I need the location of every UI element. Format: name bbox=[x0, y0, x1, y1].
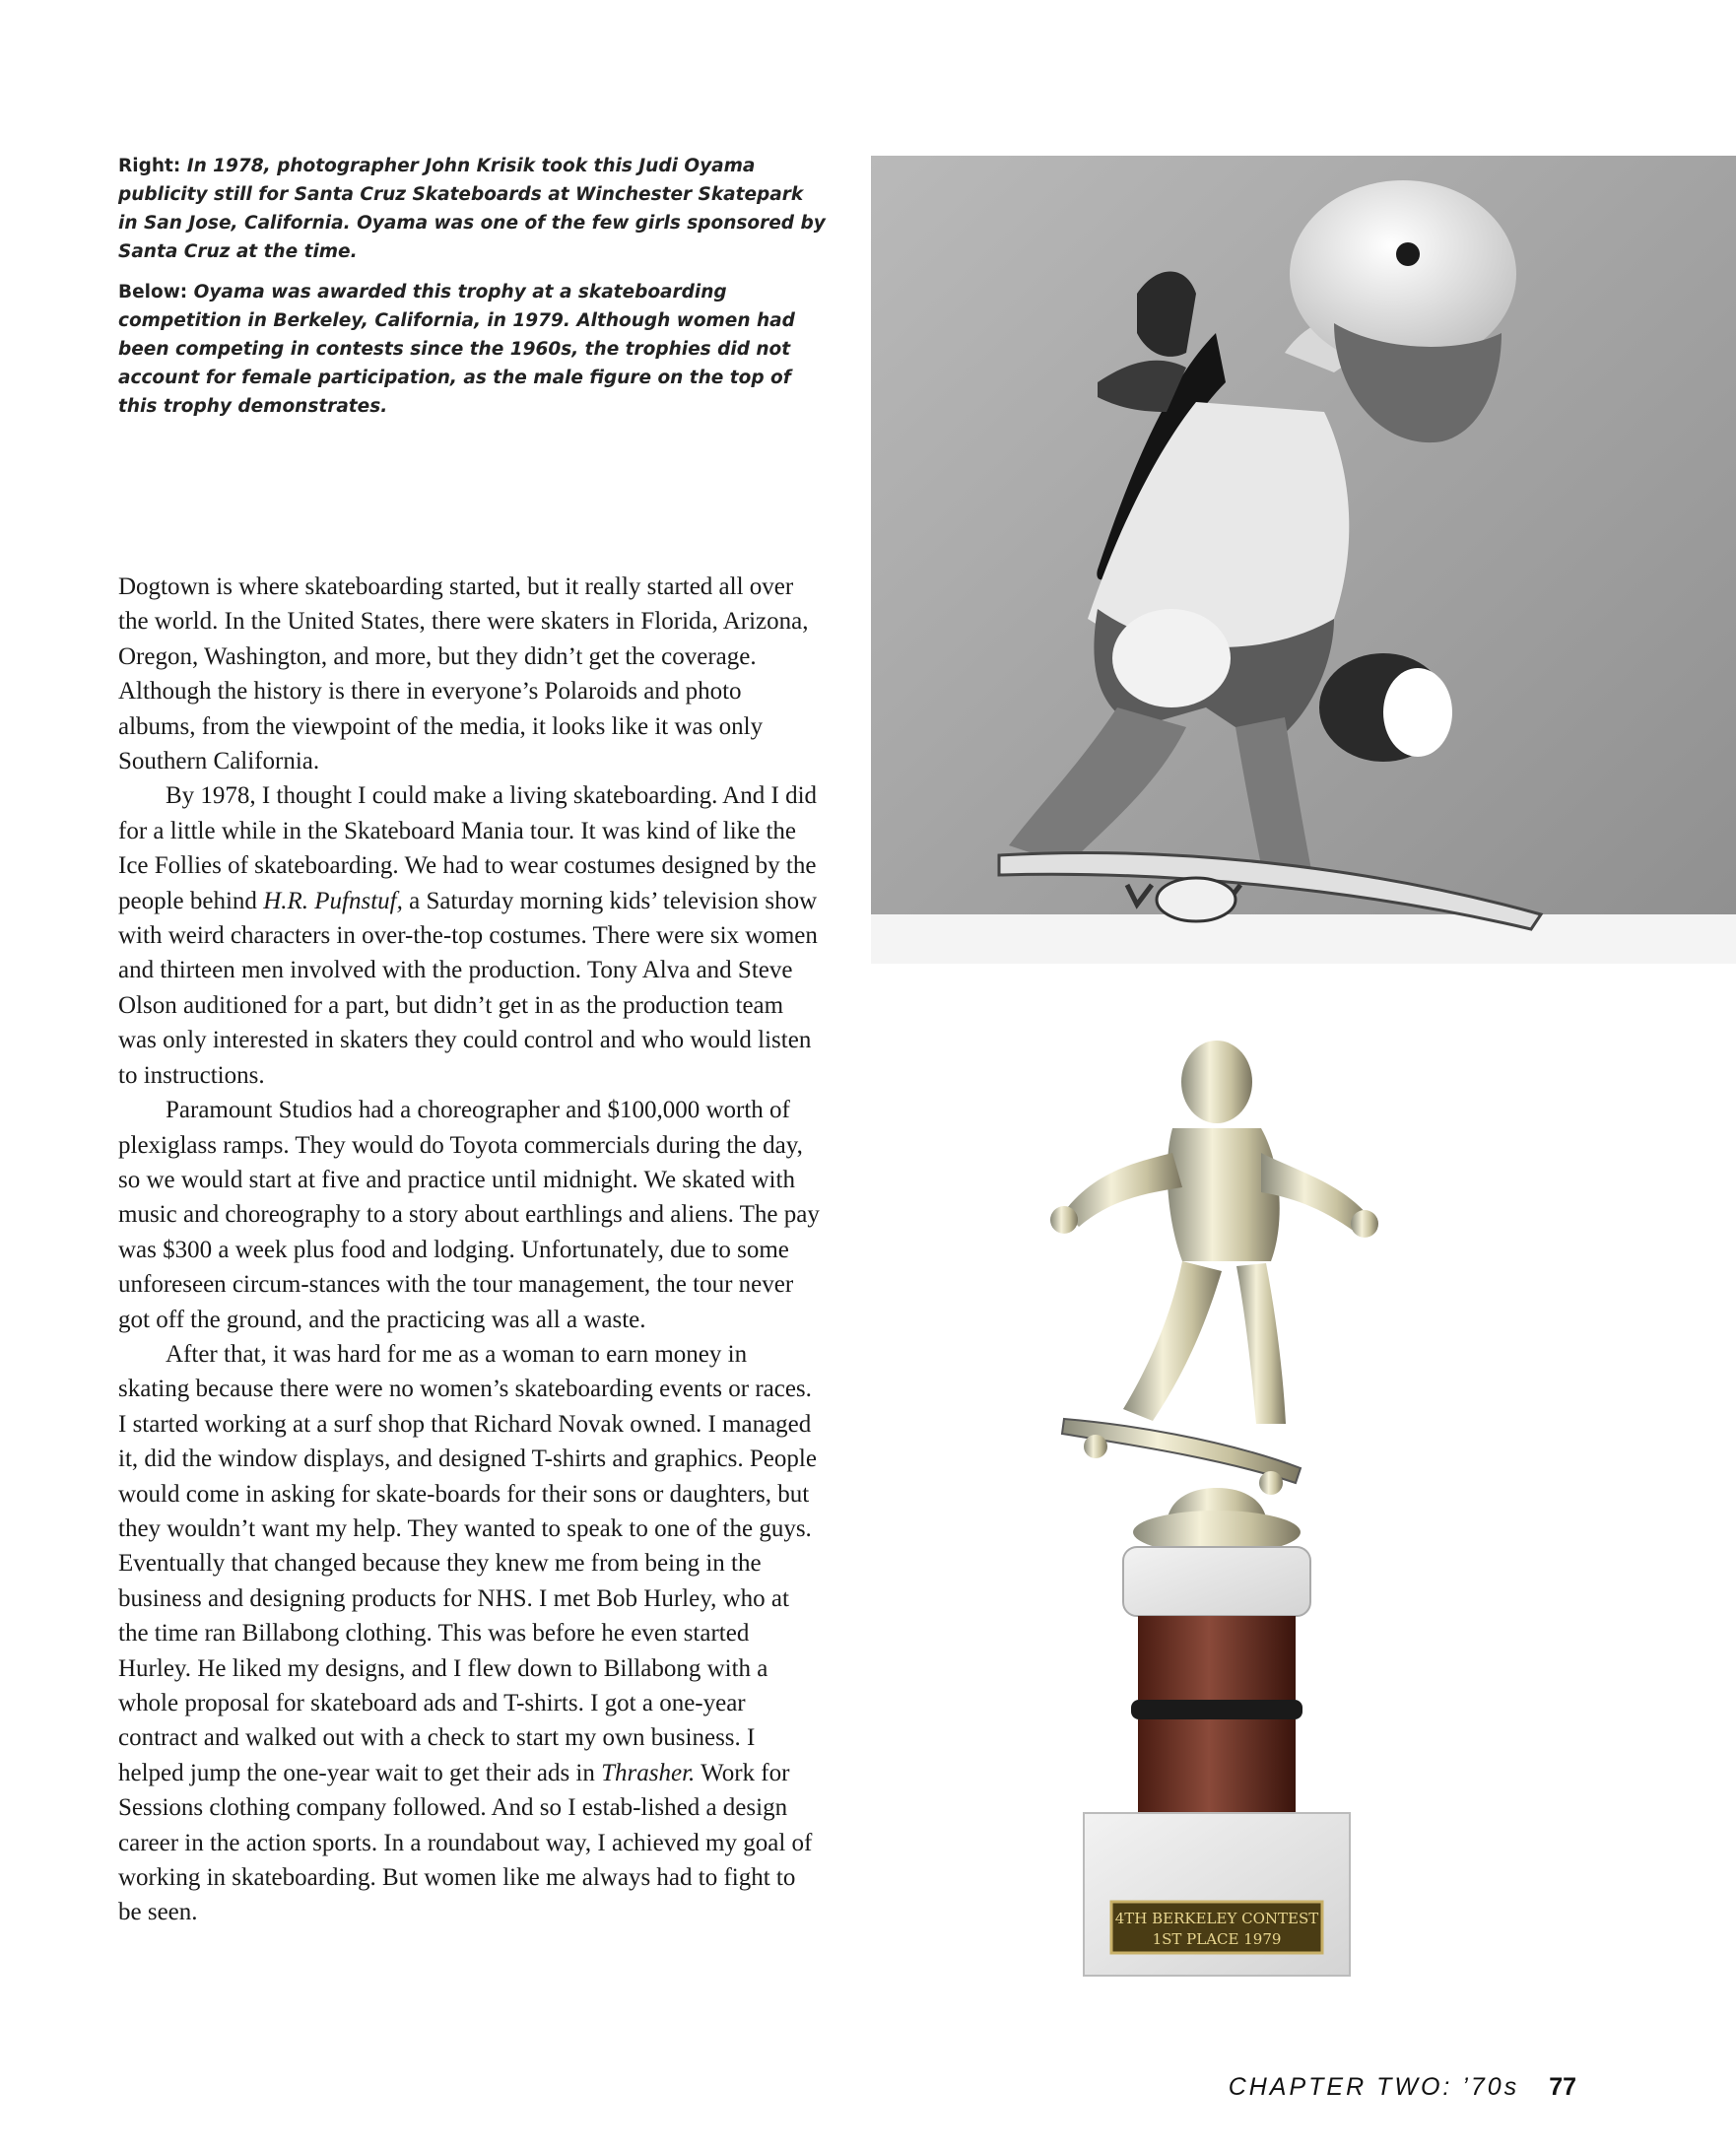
show-title: H.R. Pufnstuf, bbox=[263, 887, 403, 914]
caption-label: Below: bbox=[118, 282, 188, 303]
magazine-title: Thrasher. bbox=[601, 1759, 696, 1786]
article-body bbox=[118, 570, 820, 1930]
caption-right bbox=[118, 152, 828, 266]
paragraph bbox=[118, 778, 820, 1093]
page-footer bbox=[1229, 2073, 1576, 2102]
page-number: 77 bbox=[1549, 2073, 1576, 2101]
paragraph: Dogtown is where skateboarding started, but it really started all over the world. In the United States, there were skaters in Florida, Arizona, Oregon, Washington, and more, but they didn’t get the coverage. Although the history is there in everyone’s Polaroids and photo albums, from the viewpoint of the media, it looks like it was only Southern California. bbox=[118, 573, 809, 775]
text-run: By 1978, I thought I could make a living skateboarding. And I did for a little while in the Skateboard Mania tour. It was kind of like the Ice Follies of skateboarding. We had to wear costumes designed by the people behind bbox=[118, 782, 818, 914]
paragraph bbox=[118, 1337, 820, 1930]
trophy-photo bbox=[1025, 1035, 1498, 1981]
plaque-line-2: 1ST PLACE 1979 bbox=[1152, 1930, 1282, 1948]
paragraph: Paramount Studios had a choreographer and $100,000 worth of plexiglass ramps. They would do Toyota commercials during the day, so we would start at five and practice until midnight. We skated with music and choreography to a story about earthlings and aliens. The pay was $300 a week plus food and lodging. Unfortunately, due to some unforeseen circum-stances with the tour management, the tour never got off the ground, and the practicing was all a waste. bbox=[118, 1097, 820, 1333]
text-run: a Saturday morning kids’ television show with weird characters in over-the-top costumes. There were six women and thirteen men involved with the production. Tony Alva and Steve Olson auditioned for a part, but didn’t get in as the production team was only interested in skaters they could control and who would listen to instructions. bbox=[118, 887, 818, 1089]
chapter-title: CHAPTER TWO: ’70s bbox=[1228, 2073, 1520, 2101]
caption-text: In 1978, photographer John Krisik took this Judi Oyama publicity still for Santa Cruz Skateboards at Winchester Skatepark in San Jose, California. Oyama was one of the few girls sponsored by Santa Cruz at the time. bbox=[118, 156, 826, 262]
text-run: After that, it was hard for me as a woman to earn money in skating because there were no women’s skateboarding events or races. I started working at a surf shop that Richard Novak owned. I managed it, did the window displays, and designed T-shirts and graphics. People would come in asking for skate-boards for their sons or daughters, but they wouldn’t want my help. They wanted to speak to one of the guys. Eventually that changed because they knew me from being in the business and designing products for NHS. I met Bob Hurley, who at the time ran Billabong clothing. This was before he even started Hurley. He liked my designs, and I flew down to Billabong with a whole proposal for skateboard ads and T-shirts. I got a one-year contract and walked out with a check to start my own business. I helped jump the one-year wait to get their ads in bbox=[118, 1340, 817, 1786]
caption-text: Oyama was awarded this trophy at a skateboarding competition in Berkeley, California, in 1979. Although women had been competing in contests since the 1960s, the trophies did not account for female participation, as the male figure on the top of this trophy demonstrates. bbox=[118, 282, 795, 417]
plaque-line-1: 4TH BERKELEY CONTEST bbox=[1114, 1910, 1319, 1927]
skater-photo bbox=[871, 156, 1736, 964]
text-run: Work for Sessions clothing company followed. And so I estab-lished a design career in the action sports. In a roundabout way, I achieved my goal of working in skateboarding. But women like me always had to fight to be seen. bbox=[118, 1759, 813, 1926]
caption-label: Right: bbox=[118, 156, 181, 176]
photo-captions bbox=[118, 152, 828, 433]
caption-below bbox=[118, 278, 828, 421]
